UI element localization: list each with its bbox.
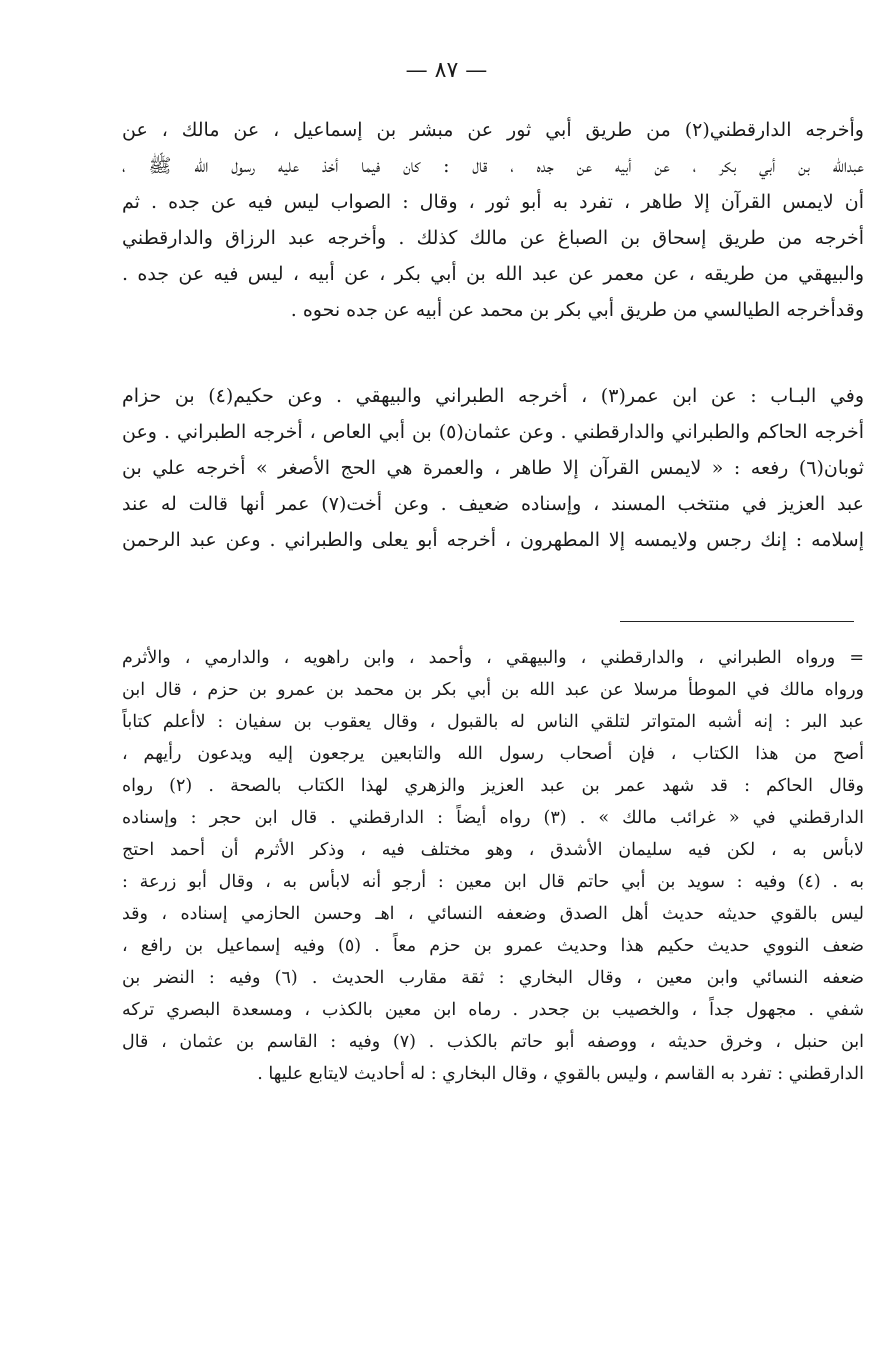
text-line: وفي البـاب : عن ابن عمر(٣) ، أخرجه الطبراني والبيهقي . وعن حكيم(٤) بن حزام: [122, 385, 864, 407]
paragraph-2: [122, 378, 864, 558]
text-line: عبدالله بن أبي بكر ، عن أبيه عن جده ، قال : كان فيما أخذ عليه رسول الله ﷺ ،: [122, 155, 864, 177]
text-line: والبيهقي من طريقه ، عن معمر عن عبد الله بن أبي بكر ، عن أبيه ، ليس فيه عن جده .: [122, 263, 864, 285]
footnote-line: ابن حنبل ، وخرق حديثه ، ووصفه أبو حاتم بالكذب . (٧) وفيه : القاسم بن عثمان ، قال: [122, 1032, 864, 1052]
footnote-line: الدارقطني : تفرد به القاسم ، وليس بالقوي ، وقال البخاري : له أحاديث لايتابع عليها .: [257, 1064, 864, 1084]
footnote-line: ليس بالقوي حديثه حديث أهل الصدق وضعفه النسائي ، اهـ وحسن الحازمي إسناده ، وقد: [122, 904, 864, 924]
text-line: أن لايمس القرآن إلا طاهر ، تفرد به أبو ثور ، وقال : الصواب ليس فيه عن جده . ثم: [122, 191, 864, 213]
text-line: أخرجه الحاكم والطبراني والدارقطني . وعن عثمان(٥) بن أبي العاص ، أخرجه الطبراني . وعن: [122, 421, 864, 443]
text-line: أخرجه من طريق إسحاق بن الصباغ عن مالك كذلك . وأخرجه عبد الرزاق والدارقطني: [122, 227, 864, 249]
text-line: عبد العزيز في منتخب المسند ، وإسناده ضعيف . وعن أخت(٧) عمر أنها قالت له عند: [122, 493, 864, 515]
footnote-line: عبد البر : إنه أشبه المتواتر لتلقي الناس له بالقبول ، وقال يعقوب بن سفيان : لاأعلم كتاباً: [122, 712, 864, 732]
footnote-line: ضعف النووي حديث حكيم هذا وحديث عمرو بن حزم معاً . (٥) وفيه إسماعيل بن رافع ،: [122, 936, 864, 956]
footnote-line: وقال الحاكم : قد شهد عمر بن عبد العزيز والزهري لهذا الكتاب بالصحة . (٢) رواه: [122, 776, 864, 796]
footnote-line: به . (٤) وفيه : سويد بن أبي حاتم قال ابن معين : أرجو أنه لابأس به ، وقال أبو زرعة :: [122, 872, 864, 892]
text-line: إسلامه : إنك رجس ولايمسه إلا المطهرون ، أخرجه أبو يعلى والطبراني . وعن عبد الرحمن: [122, 529, 864, 551]
footnotes: [122, 642, 864, 1090]
footnote-separator: [620, 621, 854, 622]
text-line: وقدأخرجه الطيالسي من طريق أبي بكر بن محمد عن أبيه عن جده نحوه .: [290, 299, 864, 321]
text-line: ثوبان(٦) رفعه : « لايمس القرآن إلا طاهر ، والعمرة هي الحج الأصغر » أخرجه علي بن: [122, 457, 864, 479]
paragraph-1: [122, 112, 864, 328]
page-number: — ٨٧ —: [405, 58, 488, 83]
footnote-line: أصح من هذا الكتاب ، فإن أصحاب رسول الله والتابعين يرجعون إليه ويدعون رأيهم ،: [122, 744, 864, 764]
footnote-line: ضعفه النسائي وابن معين ، وقال البخاري : ثقة مقارب الحديث . (٦) وفيه : النضر بن: [122, 968, 864, 988]
text-line: وأخرجه الدارقطني(٢) من طريق أبي ثور عن مبشر بن إسماعيل ، عن مالك ، عن: [122, 119, 864, 141]
footnote-line: ورواه مالك في الموطأ مرسلا عن عبد الله بن أبي بكر بن محمد بن عمرو بن حزم ، قال ابن: [122, 680, 864, 700]
footnote-line: شفي . مجهول جداً ، والخصيب بن جحدر . رماه ابن معين بالكذب ، ومسعدة البصري تركه: [122, 1000, 864, 1020]
footnote-line: = ورواه الطبراني ، والدارقطني ، والبيهقي ، وأحمد ، وابن راهويه ، والدارمي ، والأثرم: [122, 648, 864, 668]
footnote-line: الدارقطني في « غرائب مالك » . (٣) رواه أيضاً : الدارقطني . قال ابن حجر : وإسناده: [122, 808, 864, 828]
footnote-line: لابأس به ، لكن فيه سليمان الأشدق ، وهو مختلف فيه ، وذكر الأثرم أن أحمد احتج: [122, 840, 864, 860]
